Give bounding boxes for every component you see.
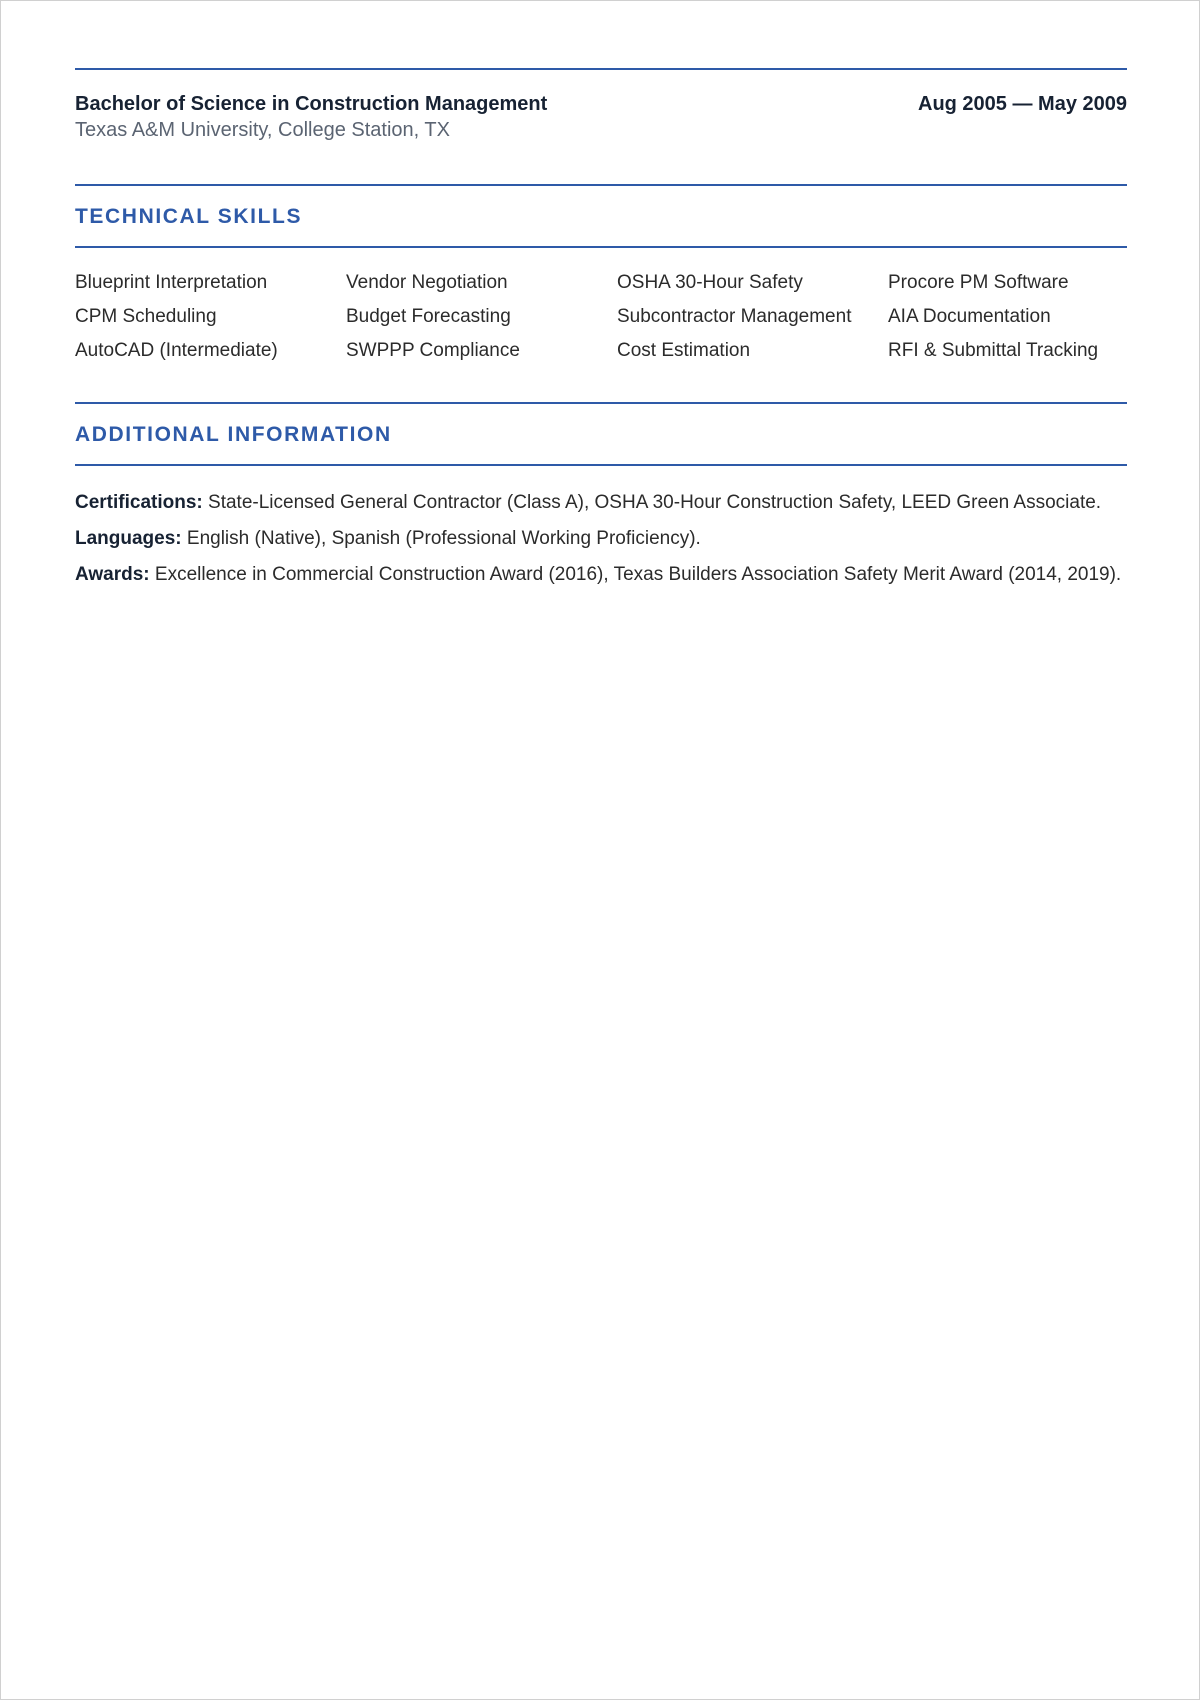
languages-text: English (Native), Spanish (Professional Working Proficiency).: [181, 528, 701, 549]
additional-info-list: [75, 491, 1135, 599]
technical-skills-heading: TECHNICAL SKILLS: [75, 205, 303, 228]
school-name: Texas A&M University, College Station, TX: [75, 119, 450, 141]
education-entry: [75, 93, 1127, 142]
skill-item: Vendor Negotiation: [346, 272, 508, 293]
skill-item: OSHA 30-Hour Safety: [617, 272, 803, 293]
skills-top-divider: [75, 184, 1127, 186]
skills-bottom-divider: [75, 246, 1127, 248]
skill-item: SWPPP Compliance: [346, 340, 520, 361]
additional-information-heading: ADDITIONAL INFORMATION: [75, 423, 392, 446]
certifications-text: State-Licensed General Contractor (Class A), OSHA 30-Hour Construction Safety, LEED Green Associate.: [202, 492, 1102, 513]
skill-item: Subcontractor Management: [617, 306, 852, 327]
languages-label: Languages:: [75, 528, 182, 549]
skill-item: Budget Forecasting: [346, 306, 511, 327]
education-dates: Aug 2005 — May 2009: [918, 93, 1127, 115]
skill-item: AutoCAD (Intermediate): [75, 340, 278, 361]
education-top-divider: [75, 68, 1127, 70]
certifications-label: Certifications:: [75, 492, 203, 513]
skill-item: Blueprint Interpretation: [75, 272, 268, 293]
skill-item: RFI & Submittal Tracking: [888, 340, 1099, 361]
education-header-row: [75, 93, 1127, 116]
certifications-line: [75, 491, 1135, 514]
skills-grid: [75, 271, 1127, 362]
additional-bottom-divider: [75, 464, 1127, 466]
additional-top-divider: [75, 402, 1127, 404]
awards-label: Awards:: [75, 564, 150, 585]
skill-item: Procore PM Software: [888, 272, 1069, 293]
skill-item: Cost Estimation: [617, 340, 751, 361]
awards-text: Excellence in Commercial Construction Award (2016), Texas Builders Association Safety Merit Award (2014, 2019).: [149, 564, 1122, 585]
degree-title: Bachelor of Science in Construction Management: [75, 93, 548, 115]
skill-item: CPM Scheduling: [75, 306, 217, 327]
languages-line: [75, 527, 1135, 550]
awards-line: [75, 563, 1135, 586]
skill-item: AIA Documentation: [888, 306, 1051, 327]
